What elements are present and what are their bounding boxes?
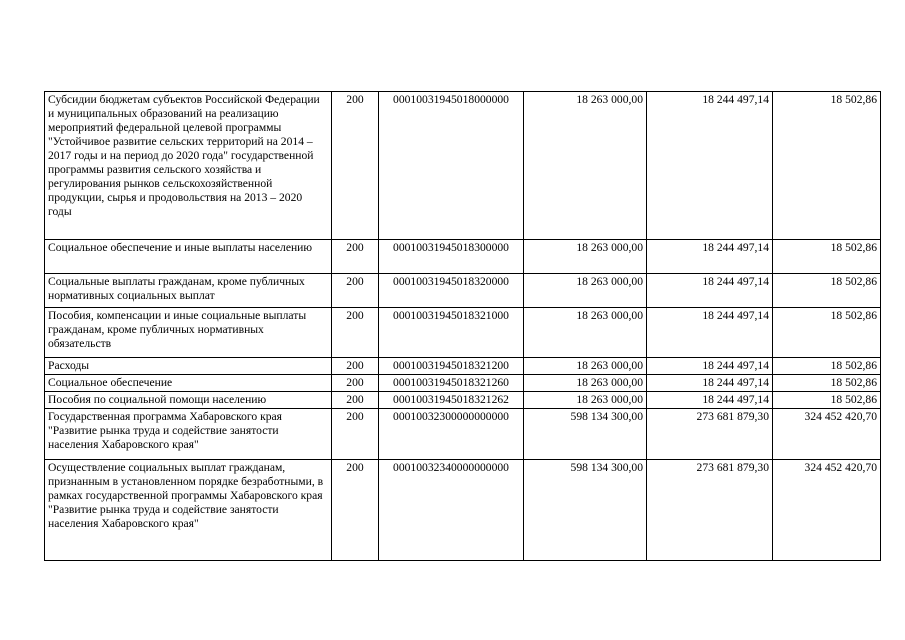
row-name-cell: Социальные выплаты гражданам, кроме публичных нормативных социальных выплат bbox=[45, 274, 332, 308]
row-remaining-cell: 18 502,86 bbox=[773, 240, 881, 274]
table-row bbox=[45, 240, 881, 274]
row-kbk-cell: 00010031945018300000 bbox=[379, 240, 524, 274]
row-executed-cell: 18 244 497,14 bbox=[647, 358, 773, 375]
table-row bbox=[45, 409, 881, 460]
row-kbk-cell: 00010032340000000000 bbox=[379, 460, 524, 561]
row-executed-cell: 18 244 497,14 bbox=[647, 375, 773, 392]
row-approved-cell: 18 263 000,00 bbox=[524, 358, 647, 375]
row-remaining-cell: 18 502,86 bbox=[773, 274, 881, 308]
row-remaining-cell: 324 452 420,70 bbox=[773, 409, 881, 460]
row-code-cell: 200 bbox=[332, 392, 379, 409]
table-row bbox=[45, 308, 881, 358]
row-kbk-cell: 00010031945018321000 bbox=[379, 308, 524, 358]
table-row bbox=[45, 274, 881, 308]
row-code-cell: 200 bbox=[332, 460, 379, 561]
row-remaining-cell: 18 502,86 bbox=[773, 358, 881, 375]
row-approved-cell: 18 263 000,00 bbox=[524, 274, 647, 308]
row-executed-cell: 18 244 497,14 bbox=[647, 392, 773, 409]
row-kbk-cell: 00010031945018321200 bbox=[379, 358, 524, 375]
row-kbk-cell: 00010031945018320000 bbox=[379, 274, 524, 308]
row-name-cell: Пособия, компенсации и иные социальные выплаты гражданам, кроме публичных нормативных обязательств bbox=[45, 308, 332, 358]
table-row bbox=[45, 358, 881, 375]
row-name-cell: Социальное обеспечение и иные выплаты населению bbox=[45, 240, 332, 274]
row-code-cell: 200 bbox=[332, 409, 379, 460]
row-remaining-cell: 18 502,86 bbox=[773, 375, 881, 392]
row-code-cell: 200 bbox=[332, 308, 379, 358]
row-code-cell: 200 bbox=[332, 375, 379, 392]
row-name-cell: Социальное обеспечение bbox=[45, 375, 332, 392]
row-approved-cell: 18 263 000,00 bbox=[524, 240, 647, 274]
table-row bbox=[45, 92, 881, 240]
row-code-cell: 200 bbox=[332, 358, 379, 375]
row-executed-cell: 18 244 497,14 bbox=[647, 308, 773, 358]
row-executed-cell: 18 244 497,14 bbox=[647, 240, 773, 274]
row-kbk-cell: 00010031945018321260 bbox=[379, 375, 524, 392]
row-approved-cell: 18 263 000,00 bbox=[524, 92, 647, 240]
row-code-cell: 200 bbox=[332, 92, 379, 240]
row-code-cell: 200 bbox=[332, 274, 379, 308]
table-row bbox=[45, 392, 881, 409]
row-executed-cell: 18 244 497,14 bbox=[647, 274, 773, 308]
row-kbk-cell: 00010032300000000000 bbox=[379, 409, 524, 460]
row-approved-cell: 18 263 000,00 bbox=[524, 392, 647, 409]
table-row bbox=[45, 460, 881, 561]
row-remaining-cell: 18 502,86 bbox=[773, 92, 881, 240]
table-row bbox=[45, 375, 881, 392]
row-name-cell: Осуществление социальных выплат гражданам, признанным в установленном порядке безработными, в рамках государственной программы Хабаровского края "Развитие рынка труда и содействие занятости населения Хабаровского края" bbox=[45, 460, 332, 561]
row-kbk-cell: 00010031945018000000 bbox=[379, 92, 524, 240]
row-name-cell: Государственная программа Хабаровского края "Развитие рынка труда и содействие занятости населения Хабаровского края" bbox=[45, 409, 332, 460]
row-remaining-cell: 324 452 420,70 bbox=[773, 460, 881, 561]
row-executed-cell: 18 244 497,14 bbox=[647, 92, 773, 240]
row-name-cell: Пособия по социальной помощи населению bbox=[45, 392, 332, 409]
row-approved-cell: 18 263 000,00 bbox=[524, 308, 647, 358]
row-name-cell: Субсидии бюджетам субъектов Российской Федерации и муниципальных образований на реализацию мероприятий федеральной целевой программы "Устойчивое развитие сельских территорий на 2014 – 2017 годы и на период до 2020 года" государственной программы развития сельского хозяйства и регулирования рынков сельскохозяйственной продукции, сырья и продовольствия на 2013 – 2020 годы bbox=[45, 92, 332, 240]
row-approved-cell: 598 134 300,00 bbox=[524, 409, 647, 460]
budget-execution-table bbox=[44, 91, 881, 561]
row-remaining-cell: 18 502,86 bbox=[773, 392, 881, 409]
row-approved-cell: 598 134 300,00 bbox=[524, 460, 647, 561]
row-name-cell: Расходы bbox=[45, 358, 332, 375]
row-kbk-cell: 00010031945018321262 bbox=[379, 392, 524, 409]
row-approved-cell: 18 263 000,00 bbox=[524, 375, 647, 392]
row-remaining-cell: 18 502,86 bbox=[773, 308, 881, 358]
row-executed-cell: 273 681 879,30 bbox=[647, 409, 773, 460]
row-executed-cell: 273 681 879,30 bbox=[647, 460, 773, 561]
row-code-cell: 200 bbox=[332, 240, 379, 274]
